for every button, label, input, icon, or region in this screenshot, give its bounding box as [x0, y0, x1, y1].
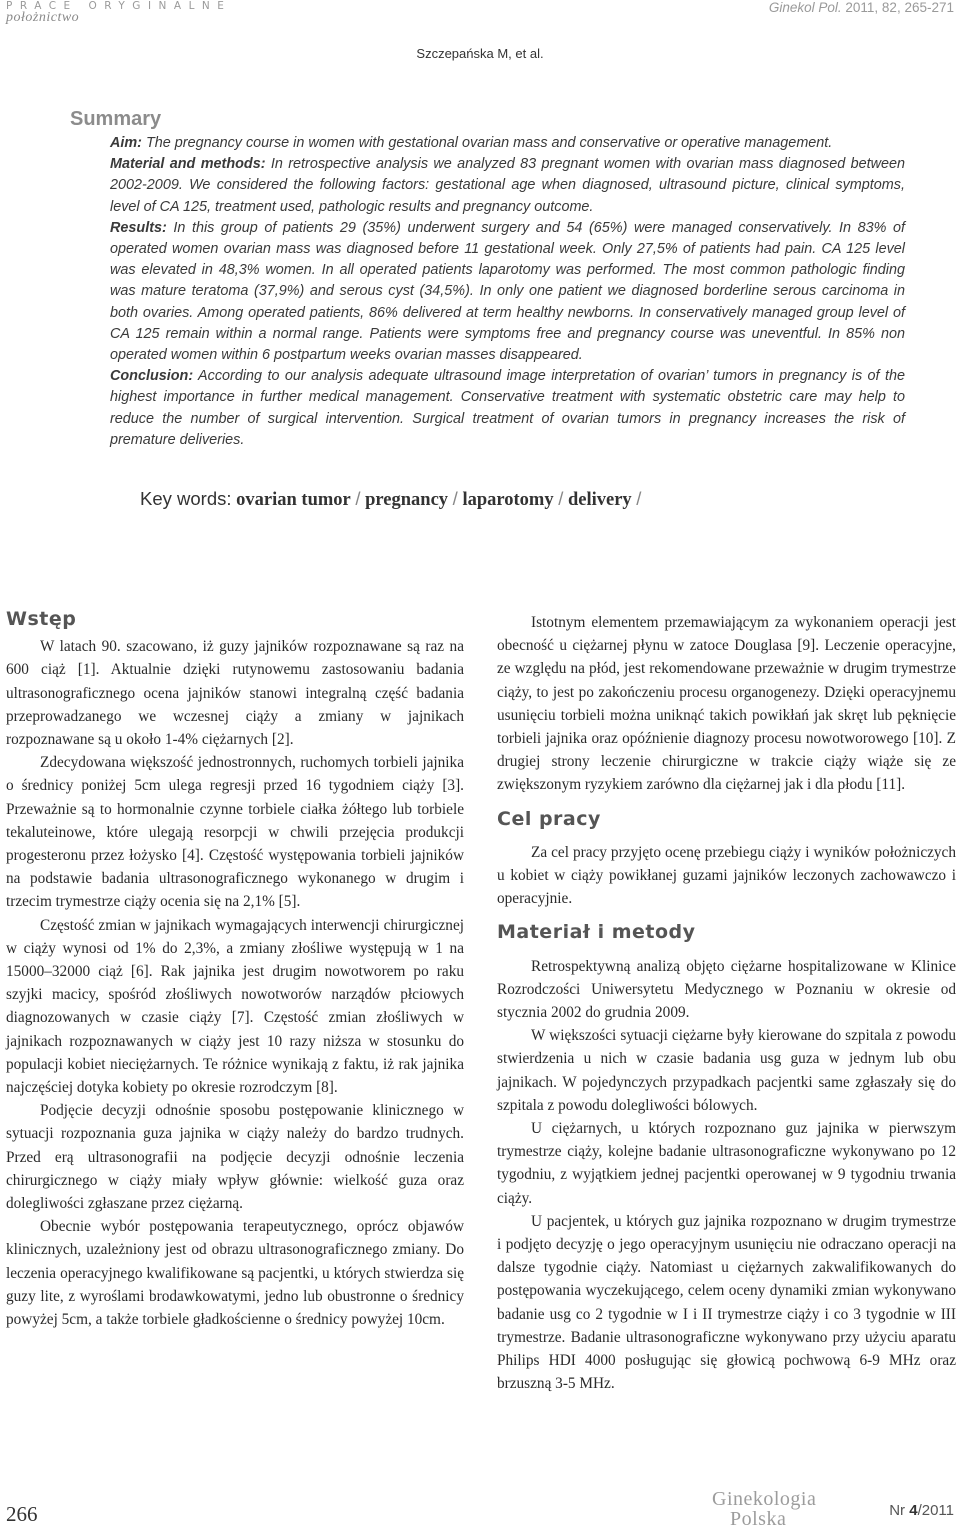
body-paragraph: Częstość zmian w jajnikach wymagających interwencji chirurgicznej w ciąży wynosi od 1% do 2,3%, a zmiany złośliwe występują w 1 na 15000–32000 ciąż [6]. Rak jajnika jest drugim nowotworem po raku szyjki macicy, spośród złośliwych nowotworów narządów płciowych diagnozowanych w czasie ciąży [7]. Częstość zmian złośliwych w jajnikach rozpoznawanych w ciąży jest 10 razy niższa w stosunku do populacji kobiet nieciężarnych. Te różnice wynikają z faktu, iż rak jajnika najczęściej dotyka kobiety po okresie rozrodczym [8].	[6, 916, 464, 1097]
summary-results	[110, 218, 905, 366]
right-column	[497, 611, 956, 1396]
body-paragraph: Podjęcie decyzji odnośnie sposobu postępowanie klinicznego w sytuacji rozpoznania guza jajnika w ciąży należy do bardzo trudnych. Przed erą ultrasonografii na podjęcie decyzji odnośnie leczenia chirurgicznego w ciąży miały wpływ głównie: wielkość guza oraz dolegliwości zgłaszane przez ciężarną.	[6, 1102, 464, 1213]
section-header	[6, 0, 231, 24]
summary-title: Summary	[70, 108, 162, 130]
keyword-separator: /	[636, 488, 642, 509]
page-number: 266	[6, 1502, 38, 1526]
issue-prefix: Nr	[889, 1502, 910, 1519]
keywords-label: Key words:	[140, 488, 232, 509]
summary-abstract	[110, 133, 905, 451]
keyword: laparotomy	[462, 490, 554, 510]
section-label: PRACE ORYGINALNE	[6, 0, 232, 12]
keyword: ovarian tumor	[236, 490, 351, 510]
heading-aim: Cel pracy	[497, 807, 601, 830]
methods-text: In retrospective analysis we analyzed 83 pregnant women with ovarian mass diagnosed between 2002-2009. We considered the following factors: gestational age when diagnosed, ultrasound picture, clinical symptoms, level of CA 125, treatment used, pathologic results and pregnancy outcome.	[110, 156, 905, 215]
body-paragraph: Obecnie wybór postępowania terapeutycznego, oprócz objawów klinicznych, uzależniony jest od obrazu ultrasonograficznego zmiany. Do leczenia operacyjnego kwalifikowane są pacjentki, u których stwierdza się guzy lite, z wyroślami brodawkowatymi, jedno lub obustronne o średnicy powyżej 5cm, a także torbiele gładkościenne o średnicy powyżej 10cm.	[6, 1218, 464, 1329]
heading-introduction: Wstęp	[6, 608, 77, 630]
summary-methods	[110, 154, 905, 218]
heading-methods: Materiał i metody	[497, 921, 696, 944]
aim-label: Aim:	[110, 135, 142, 151]
summary-aim	[110, 133, 905, 154]
conclusion-text: According to our analysis adequate ultrasound image interpretation of ovarian’ tumors in pregnancy is of the highest importance in further medical management. Conservative treatment with systematic obstetric care may help to reduce the number of surgical intervention. Surgical treatment of ovarian tumors in pregnancy increases the risk of premature deliveries.	[110, 368, 905, 448]
journal-name: Ginekol Pol.	[768, 0, 842, 15]
aim-text: The pregnancy course in women with gestational ovarian mass and conservative or operative management.	[141, 135, 833, 151]
body-paragraph: Za cel pracy przyjęto ocenę przebiegu ciąży i wyników położniczych u kobiet w ciąży powikłanej guzami jajników leczonych zachowawczo i operacyjnie.	[497, 843, 956, 908]
results-text: In this group of patients 29 (35%) underwent surgery and 54 (65%) were managed conservatively. In 83% of operated women ovarian mass was diagnosed before 11 gestational week. Only 27,5% of patients had pain. CA 125 level was elevated in 48,3% women. In all operated patients laparotomy was performed. The most common pathologic finding was mature teratoma (37,9%) and serous cyst (34,5%). In only one patient we diagnosed borderline serous carcinoma in both ovaries. Among operated patients, 86% delivered at term healthy newborns. In conservatively managed group level of CA 125 remain within a normal range. Patients were symptoms free and pregnancy course was uneventful. In 85% non operated women within 6 postpartum weeks ovarian masses disappeared.	[110, 219, 905, 364]
left-column	[6, 608, 464, 1331]
keyword-separator: /	[355, 488, 361, 509]
methods-label: Material and methods:	[110, 156, 266, 173]
journal-citation	[769, 0, 954, 15]
body-paragraph: Retrospektywną analizą objęto ciężarne hospitalizowane w Klinice Rozrodczości Uniwersytetu Medycznego w Poznaniu w okresie od stycznia 2002 do grudnia 2009.	[497, 957, 956, 1022]
body-paragraph: Istotnym elementem przemawiającym za wykonaniem operacji jest obecność u ciężarnej płynu w zatoce Douglasa [9]. Leczenie operacyjne, ze względu na płód, jest rekomendowane przeważnie w drugim trymestrze ciąży, to jest po zakończeniu procesu organogenezy. Dzięki operacyjnemu usunięciu torbieli można uniknąć takich powikłań jak skręt lub pęknięcie torbieli jajnika oraz opóźnienie diagnozy procesu nowotworowego [10]. Z drugiej strony leczenie chirurgiczne w trakcie ciąży wiąże się ze zwiększonym ryzykiem zarówno dla ciężarnej jak i dla płodu [11].	[497, 614, 956, 794]
body-paragraph: W większości sytuacji ciężarne były kierowane do szpitala z powodu stwierdzenia u nich w czasie badania usg guza w jednym lub obu jajnikach. W pojedynczych przypadkach pacjentki same zgłaszały się do szpitala z powodu dolegliwości bólowych.	[497, 1027, 956, 1114]
keyword: pregnancy	[365, 490, 449, 510]
logo-line-2: Polska	[730, 1508, 787, 1530]
body-paragraph: Zdecydowana większość jednostronnych, ruchomych torbieli jajnika o średnicy poniżej 5cm ulega regresji przed 16 tygodniem ciąży [3]. Przeważnie są to hormonalnie czynne torbiele ciałka żółtego lub torbiele tekaluteinowe, które ulegają resorpcji w chwili przejęcia produkcji progesteronu przez łożysko [4]. Częstość występowania torbieli jajników na podstawie badania ultrasonograficznego wykonanego w drugim i trzecim trymestrze ciąży ocenia się na 2,1% [5].	[6, 754, 464, 911]
issue-number	[889, 1502, 954, 1519]
issue-value: 4	[909, 1502, 918, 1519]
body-paragraph: U pacjentek, u których guz jajnika rozpoznano w drugim trymestrze i podjęto decyzję o jego operacyjnym usunięciu nie odraczano operacji na dalsze tygodnie ciąży. Natomiast u ciężarnych zakwalifikowanych do postępowania wyczekującego, celem oceny dynamiki zmian wykonywano badanie usg co 2 tygodnie w I i II trymestrze ciąży i co 3 tygodnie w III trymestrze. Badanie ultrasonograficzne wykonywano przy użyciu aparatu Philips HDI 4000 posługując się głowicą pochwową 6-9 MHz oraz brzuszną 3-5 MHz.	[497, 1212, 956, 1393]
summary-conclusion	[110, 366, 905, 451]
keyword: delivery	[567, 490, 632, 510]
journal-logo	[712, 1489, 816, 1529]
conclusion-label: Conclusion:	[110, 368, 194, 385]
citation-details: 2011, 82, 265-271	[841, 0, 954, 15]
running-authors: Szczepańska M, et al.	[416, 46, 544, 61]
issue-year: /2011	[917, 1502, 954, 1519]
logo-line-1: Ginekologia	[712, 1488, 817, 1510]
body-paragraph: W latach 90. szacowano, iż guzy jajników rozpoznawane są raz na 600 ciąż [1]. Aktualnie dzięki rutynowemu zastosowaniu badania ultrasonograficznego ocena jajników stanowi integralną część badania przeprowadzanego we wczesnej ciąży a zmiany w jajnikach rozpoznawane są u około 1-4% ciężarnych [2].	[6, 638, 464, 749]
keyword-separator: /	[452, 488, 458, 509]
keywords	[140, 488, 641, 511]
keyword-separator: /	[558, 488, 564, 509]
body-paragraph: U ciężarnych, u których rozpoznano guz jajnika w pierwszym trymestrze ciąży, kolejne badanie ultrasonograficzne wykonywano po 12 tygodniu, z wyjątkiem jednej pacjentki operowanej w 9 tygodniu trwania ciąży.	[497, 1120, 956, 1207]
results-label: Results:	[110, 219, 167, 236]
section-sublabel: położnictwo	[6, 10, 80, 25]
